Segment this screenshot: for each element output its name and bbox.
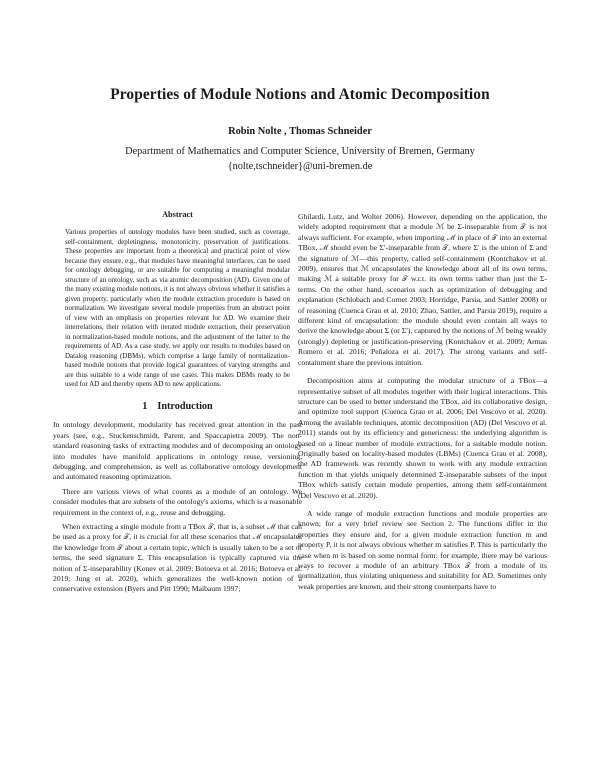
right-column [298, 212, 547, 592]
abstract-heading: Abstract [162, 210, 193, 219]
paragraph: Decomposition aims at computing the modular structure of a TBox—a representative subset of all modules together with their logical interactions. This structure can be used to better understand the TBox, aid its collaborative design, and optimize tool support (Cuenca Grau et al. 2006; Del Vescovo et al. 2020). Among the available techniques, atomic decomposition (AD) (Del Vescovo et al. 2011) stands out by its efficiency and genericness: the underlying algorithm is based on a linear number of module extractions, for a suitable module notion. Originally based on locality-based modules (LBMs) (Cuenca Grau et al. 2008), the AD framework was recently shown to work with any module extraction function m that yields uniquely determined Σ-inseparable subsets of the input TBox which satisfy certain module properties, among them self-containment (Del Vescovo et al. 2020). [298, 376, 547, 500]
paragraph: In ontology development, modularity has received great attention in the past years (see, e.g., Stuckenschmidt, Parent, and Spaccapietra 2009). The non-standard reasoning tasks of extracting modules and of decomposing an ontology into modules have manifold applications in ontology reuse, versioning, debugging, and comprehension, as well as collaborative ontology development and automated reasoning optimization. [53, 420, 302, 482]
affiliation: Department of Mathematics and Computer Science, University of Bremen, Germany [125, 146, 475, 157]
email: {nolte,tschneider}@uni-bremen.de [227, 161, 373, 172]
paper-title: Properties of Module Notions and Atomic Decomposition [110, 86, 490, 103]
authors: Robin Nolte , Thomas Schneider [228, 126, 372, 137]
section-heading [53, 402, 302, 412]
paragraph: When extracting a single module from a TBox 𝒯, that is, a subset ℳ that can be used as a proxy for 𝒯, it is crucial for all these scenarios that ℳ encapsulates the knowledge from 𝒯 about a certain topic, which is usually taken to be a set of terms, the seed signature Σ. This encapsulation is typically captured via the notion of Σ-inseparability (Konev et al. 2009; Botoeva et al. 2016; Botoeva et al. 2019; Jung et al. 2020), which generalizes the well-known notion of a conservative extension (Byers and Pitt 1990; Maibaum 1997; [53, 521, 302, 594]
paragraph: A wide range of module extraction functions and module properties are known; for a very brief review see Section 2. The functions differ in the properties they ensure and, for a given module extraction function m and property P, it is not always obvious whether m satisfies P. This is particularly the case when m is based on some normal form: for example, there may be various ways to recover a module of an arbitrary TBox 𝒯 from a module of its normalization, thus violating uniqueness and suitability for AD. Sometimes only weak properties are known, and their strong counterparts have to [298, 508, 547, 591]
paragraph: Ghilardi, Lutz, and Wolter 2006). However, depending on the application, the widely adopted requirement that a module ℳ be Σ-inseparable from 𝒯 is not always sufficient. For example, when importing ℳ in place of 𝒯 into an external TBox, ℳ should even be Σ′-inseparable from 𝒯, where Σ′ is the union of Σ and the signature of ℳ—this property, called self-containment (Kontchakov et al. 2009), ensures that ℳ encapsulates the knowledge about all of its own terms, making ℳ a suitable proxy for 𝒯 w.r.t. its own terms rather than just the Σ-terms. On the other hand, scenarios such as optimization of debugging and explanation (Schlobach and Cornet 2003; Horridge, Parsia, and Sattler 2008) or of reasoning (Cuenca Grau et al. 2010; Zhao, Sattler, and Parsia 2019), require a different kind of encapsulation: the module should even contain all ways to derive the knowledge about Σ (or Σ′), captured by the notions of ℳ being weakly (strongly) depleting or justification-preserving (Kontchakov et al. 2009; Armas Romero et al. 2016; Peñaloza et al. 2017). The strong variants and self-containment share the previous intuition. [298, 212, 547, 367]
affiliation-block [0, 144, 600, 174]
section-number: 1 [142, 400, 148, 412]
abstract-text: Various properties of ontology modules have been studied, such as coverage, self-containment, depletingness, monotonicity, preservation of justifications. These properties are important from a theoretical and practical point of view because they ensure, e.g., that modules have meaningful interfaces, can be used for ontology debugging, or are suitable for computing a meaningful modular structure of an ontology, such as via atomic decomposition (AD). Given one of the many existing module notions, it is not always obvious whether it satisfies a given property, particularly when the module extraction procedure is based on normalization. We investigate several module properties from an abstract point of view with an emphasis on properties relevant for AD. We examine their interrelations, their relation with iterated module extraction, their preservation in normalization-based module notions, and the adjustment of the latter to the requirements of AD. As a case study, we apply our results to modules based on Datalog reasoning (DBMs), which comprise a large family of normalization-based module notions that provide logical guarantees of varying strengths and are thus suitable to a wide range of use cases. This makes DBMs ready to be used for AD and thereby opens AD to new applications. [65, 228, 290, 389]
left-column [53, 210, 302, 595]
section-title: Introduction [157, 400, 213, 412]
paragraph: There are various views of what counts as a module of an ontology. We consider modules that are subsets of the ontology's axioms, which is a reasonable requirement in the context of, e.g., reuse and debugging. [53, 486, 302, 517]
